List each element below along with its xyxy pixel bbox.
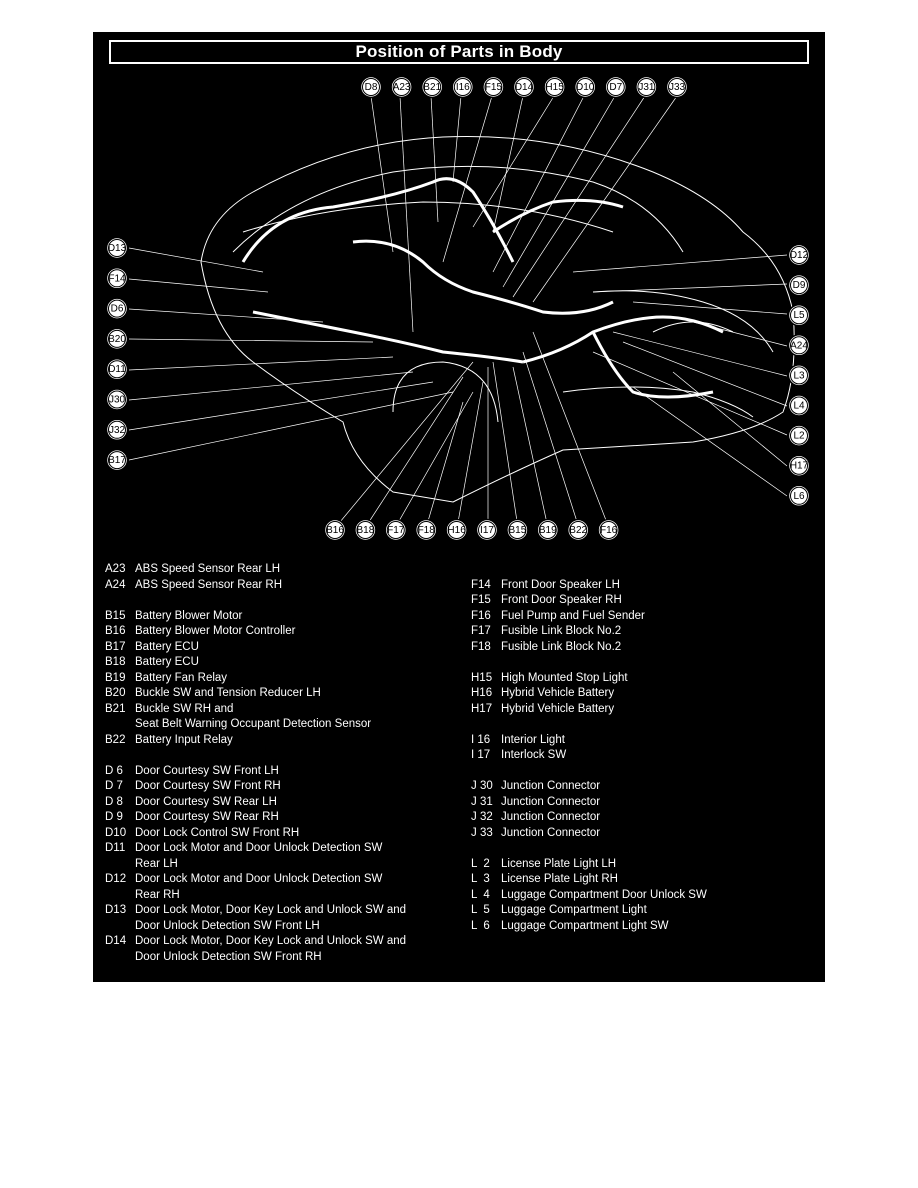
callout-label: D6 xyxy=(110,303,124,315)
legend-continuation: Door Unlock Detection SW Front LH xyxy=(135,919,320,932)
legend-text: ABS Speed Sensor Rear RH xyxy=(135,578,283,591)
legend-code: J 33 xyxy=(471,826,493,839)
callout-a23 xyxy=(391,77,412,98)
callout-label: B16 xyxy=(326,525,344,536)
legend-entry xyxy=(105,562,455,578)
legend-entry xyxy=(105,872,455,888)
legend-entry xyxy=(471,872,821,888)
legend-code: D 7 xyxy=(105,780,123,792)
legend-text: Junction Connector xyxy=(501,780,601,792)
legend-gap xyxy=(471,841,821,857)
callout-label: F14 xyxy=(108,273,126,285)
callout-label: F17 xyxy=(387,525,405,536)
legend-entry xyxy=(105,733,455,749)
callout-b16 xyxy=(325,520,346,541)
callout-l2 xyxy=(789,425,810,446)
legend-continuation: Rear RH xyxy=(135,888,180,901)
callout-b20 xyxy=(107,328,128,349)
callout-l5 xyxy=(789,305,810,326)
diagram-sheet xyxy=(93,32,825,982)
callout-f18 xyxy=(416,520,437,541)
callout-h17 xyxy=(789,455,810,476)
legend-code: D13 xyxy=(105,904,127,916)
legend-code: B21 xyxy=(105,702,126,715)
callout-a24 xyxy=(789,335,810,356)
callout-label: J33 xyxy=(668,82,686,93)
legend-code: D14 xyxy=(105,935,127,947)
legend-text: Junction Connector xyxy=(501,795,601,808)
legend-entry xyxy=(471,810,821,826)
page-title: Position of Parts in Body xyxy=(355,42,563,61)
callout-label: H16 xyxy=(447,525,466,536)
callout-l3 xyxy=(789,365,810,386)
callout-d14 xyxy=(514,77,535,98)
legend-entry xyxy=(105,903,455,919)
callout-label: L2 xyxy=(793,430,805,442)
legend-code: H16 xyxy=(471,687,493,699)
legend-entry xyxy=(105,764,455,780)
legend-code: L 4 xyxy=(471,888,490,901)
callout-label: J30 xyxy=(108,394,126,406)
legend-text: Door Lock Control SW Front RH xyxy=(135,826,300,839)
callout-label: J32 xyxy=(108,424,126,436)
legend-entry xyxy=(105,671,455,687)
legend-code: I 16 xyxy=(471,733,491,746)
legend-entry xyxy=(105,578,455,594)
legend-text: Front Door Speaker RH xyxy=(501,594,622,606)
legend-entry xyxy=(471,733,821,749)
legend-text: Fuel Pump and Fuel Sender xyxy=(501,609,645,622)
callout-d8 xyxy=(361,77,382,98)
legend-continuation: Door Unlock Detection SW Front RH xyxy=(135,950,322,963)
callout-layer xyxy=(107,77,810,541)
legend-entry xyxy=(471,578,821,594)
legend-code: D12 xyxy=(105,873,127,885)
legend-entry xyxy=(471,624,821,640)
callout-label: B17 xyxy=(108,455,126,467)
legend-text: Hybrid Vehicle Battery xyxy=(501,687,615,699)
callout-b22 xyxy=(568,520,589,541)
legend-code: B19 xyxy=(105,671,126,684)
legend-entry xyxy=(105,609,455,625)
legend-code: J 31 xyxy=(471,795,493,808)
legend-code: F15 xyxy=(471,594,491,606)
callout-label: D7 xyxy=(609,82,623,93)
legend-code: H15 xyxy=(471,671,493,684)
legend-text: Battery Input Relay xyxy=(135,733,233,746)
legend-entry xyxy=(471,748,821,764)
legend-code: H17 xyxy=(471,702,493,715)
legend-code: D10 xyxy=(105,826,127,839)
legend-text: Door Courtesy SW Front RH xyxy=(135,780,281,792)
leader-lines xyxy=(129,96,787,528)
legend-code: B20 xyxy=(105,687,126,699)
callout-d7 xyxy=(605,77,626,98)
callout-h15 xyxy=(544,77,565,98)
callout-d13 xyxy=(107,238,128,259)
legend-code: F18 xyxy=(471,640,491,653)
legend-entry xyxy=(105,810,455,826)
legend-text: Door Lock Motor, Door Key Lock and Unlock SW and xyxy=(135,904,407,916)
legend-code: L 3 xyxy=(471,873,490,885)
legend-text: Fusible Link Block No.2 xyxy=(501,640,622,653)
callout-d11 xyxy=(107,359,128,380)
callout-label: B18 xyxy=(356,525,375,536)
legend-text: Door Courtesy SW Front LH xyxy=(135,764,279,777)
legend-continuation: Rear LH xyxy=(135,857,178,870)
legend-text: License Plate Light LH xyxy=(501,857,617,870)
callout-f14 xyxy=(107,268,128,289)
callout-l4 xyxy=(789,395,810,416)
legend-code: B17 xyxy=(105,640,126,653)
legend-text: Battery ECU xyxy=(135,656,199,668)
legend-entry xyxy=(471,686,821,702)
legend-entry xyxy=(471,795,821,811)
callout-j30 xyxy=(107,389,128,410)
legend-text: Buckle SW and Tension Reducer LH xyxy=(135,687,321,699)
legend-entry xyxy=(471,593,821,609)
legend-gap xyxy=(471,655,821,671)
legend-entry xyxy=(105,795,455,811)
legend-entry xyxy=(471,640,821,656)
legend-code: A24 xyxy=(105,578,126,591)
car-body-diagram xyxy=(93,32,825,552)
legend-code: B15 xyxy=(105,609,126,622)
legend-entry xyxy=(105,779,455,795)
legend-entry xyxy=(471,919,821,935)
legend-entry xyxy=(471,857,821,873)
legend-code: J 32 xyxy=(471,811,493,823)
callout-label: D12 xyxy=(789,250,809,261)
callout-b21 xyxy=(422,77,443,98)
callout-i16 xyxy=(452,77,473,98)
callout-label: D11 xyxy=(108,364,126,376)
legend-text: Luggage Compartment Door Unlock SW xyxy=(501,888,707,901)
legend-entry xyxy=(105,841,455,857)
legend-text: Interior Light xyxy=(501,733,565,746)
callout-i17 xyxy=(477,520,498,541)
callout-b17 xyxy=(107,450,128,471)
legend-right xyxy=(471,562,821,934)
callout-f15 xyxy=(483,77,504,98)
legend-text: Junction Connector xyxy=(501,811,601,823)
legend-text: Battery ECU xyxy=(135,640,199,653)
callout-label: D8 xyxy=(364,82,378,93)
callout-label: B19 xyxy=(538,525,557,536)
legend-left xyxy=(105,562,455,965)
legend-text: Hybrid Vehicle Battery xyxy=(501,702,615,715)
legend-entry xyxy=(105,655,455,671)
callout-d9 xyxy=(789,275,810,296)
legend-code: L 5 xyxy=(471,904,490,916)
legend-gap xyxy=(471,764,821,780)
callout-j31 xyxy=(636,77,657,98)
legend-code: F14 xyxy=(471,578,491,591)
legend-entry xyxy=(471,903,821,919)
legend-code: D 8 xyxy=(105,795,123,808)
callout-label: I16 xyxy=(455,82,470,93)
legend-text: Battery Blower Motor xyxy=(135,609,243,622)
legend-text: Battery Fan Relay xyxy=(135,671,228,684)
legend-code: I 17 xyxy=(471,749,491,761)
legend-text: High Mounted Stop Light xyxy=(501,671,628,684)
callout-b19 xyxy=(537,520,558,541)
legend-code: J 30 xyxy=(471,780,493,792)
callout-label: L6 xyxy=(793,490,805,502)
legend-entry xyxy=(105,686,455,702)
callout-label: A23 xyxy=(392,82,411,93)
callout-label: H15 xyxy=(545,82,564,93)
legend-continuation: Seat Belt Warning Occupant Detection Sensor xyxy=(135,718,372,730)
legend-text: Door Courtesy SW Rear LH xyxy=(135,795,277,808)
legend-text: Door Lock Motor, Door Key Lock and Unlock SW and xyxy=(135,935,407,947)
callout-label: B21 xyxy=(423,82,442,93)
legend-text: Battery Blower Motor Controller xyxy=(135,625,296,637)
legend-text: Luggage Compartment Light SW xyxy=(501,919,669,932)
callout-label: L3 xyxy=(793,370,805,382)
callout-j32 xyxy=(107,419,128,440)
callout-b15 xyxy=(507,520,528,541)
legend-text: Luggage Compartment Light xyxy=(501,904,647,916)
callout-label: B20 xyxy=(108,333,126,345)
callout-label: I17 xyxy=(480,525,494,536)
callout-f17 xyxy=(385,520,406,541)
legend-text: Buckle SW RH and xyxy=(135,702,234,715)
legend-text: Front Door Speaker LH xyxy=(501,578,620,591)
legend-entry xyxy=(105,702,455,718)
callout-label: A24 xyxy=(790,340,808,352)
legend-text: Junction Connector xyxy=(501,826,601,839)
legend-code: B16 xyxy=(105,625,126,637)
legend-text: ABS Speed Sensor Rear LH xyxy=(135,563,281,575)
legend-gap xyxy=(471,717,821,733)
callout-label: F16 xyxy=(599,525,618,536)
legend-text: Door Courtesy SW Rear RH xyxy=(135,811,279,823)
legend-entry xyxy=(105,934,455,950)
callout-label: B15 xyxy=(508,525,527,536)
legend-entry xyxy=(471,779,821,795)
legend-entry xyxy=(471,609,821,625)
callout-label: L4 xyxy=(793,400,805,412)
legend-entry xyxy=(105,624,455,640)
callout-label: B22 xyxy=(569,525,588,536)
legend-code: F17 xyxy=(471,625,491,637)
legend-entry xyxy=(471,702,821,718)
legend-gap xyxy=(471,562,821,578)
callout-label: D9 xyxy=(792,280,806,292)
legend-entry xyxy=(105,826,455,842)
legend-text: License Plate Light RH xyxy=(501,873,618,885)
legend-text: Fusible Link Block No.2 xyxy=(501,625,622,637)
legend-text: Door Lock Motor and Door Unlock Detection SW xyxy=(135,842,383,854)
callout-label: D13 xyxy=(107,243,127,254)
callout-h16 xyxy=(446,520,467,541)
legend-entry xyxy=(105,640,455,656)
legend-code: D11 xyxy=(105,842,126,854)
legend-code: F16 xyxy=(471,609,491,622)
legend-text: Interlock SW xyxy=(501,749,567,761)
callout-d10 xyxy=(575,77,596,98)
legend-entry xyxy=(471,826,821,842)
callout-label: F15 xyxy=(484,82,503,93)
callout-label: D14 xyxy=(514,82,534,93)
callout-label: F18 xyxy=(417,525,435,536)
legend-gap xyxy=(105,748,455,764)
legend-code: B18 xyxy=(105,656,126,668)
callout-b18 xyxy=(355,520,376,541)
legend-entry xyxy=(471,888,821,904)
legend-code: A23 xyxy=(105,563,126,575)
legend-code: B22 xyxy=(105,733,126,746)
callout-label: H17 xyxy=(789,460,809,472)
callout-l6 xyxy=(789,485,810,506)
callout-label: D10 xyxy=(576,82,595,93)
legend-code: D 9 xyxy=(105,811,123,823)
callout-j33 xyxy=(667,77,688,98)
callout-d6 xyxy=(107,298,128,319)
legend-code: D 6 xyxy=(105,764,123,777)
callout-label: L5 xyxy=(793,310,805,322)
legend-entry xyxy=(471,671,821,687)
legend-code: L 6 xyxy=(471,919,490,932)
callout-d12 xyxy=(789,245,810,266)
legend-text: Door Lock Motor and Door Unlock Detection SW xyxy=(135,873,383,885)
legend-gap xyxy=(105,593,455,609)
legend-code: L 2 xyxy=(471,857,490,870)
callout-label: J31 xyxy=(638,82,655,93)
callout-f16 xyxy=(598,520,619,541)
